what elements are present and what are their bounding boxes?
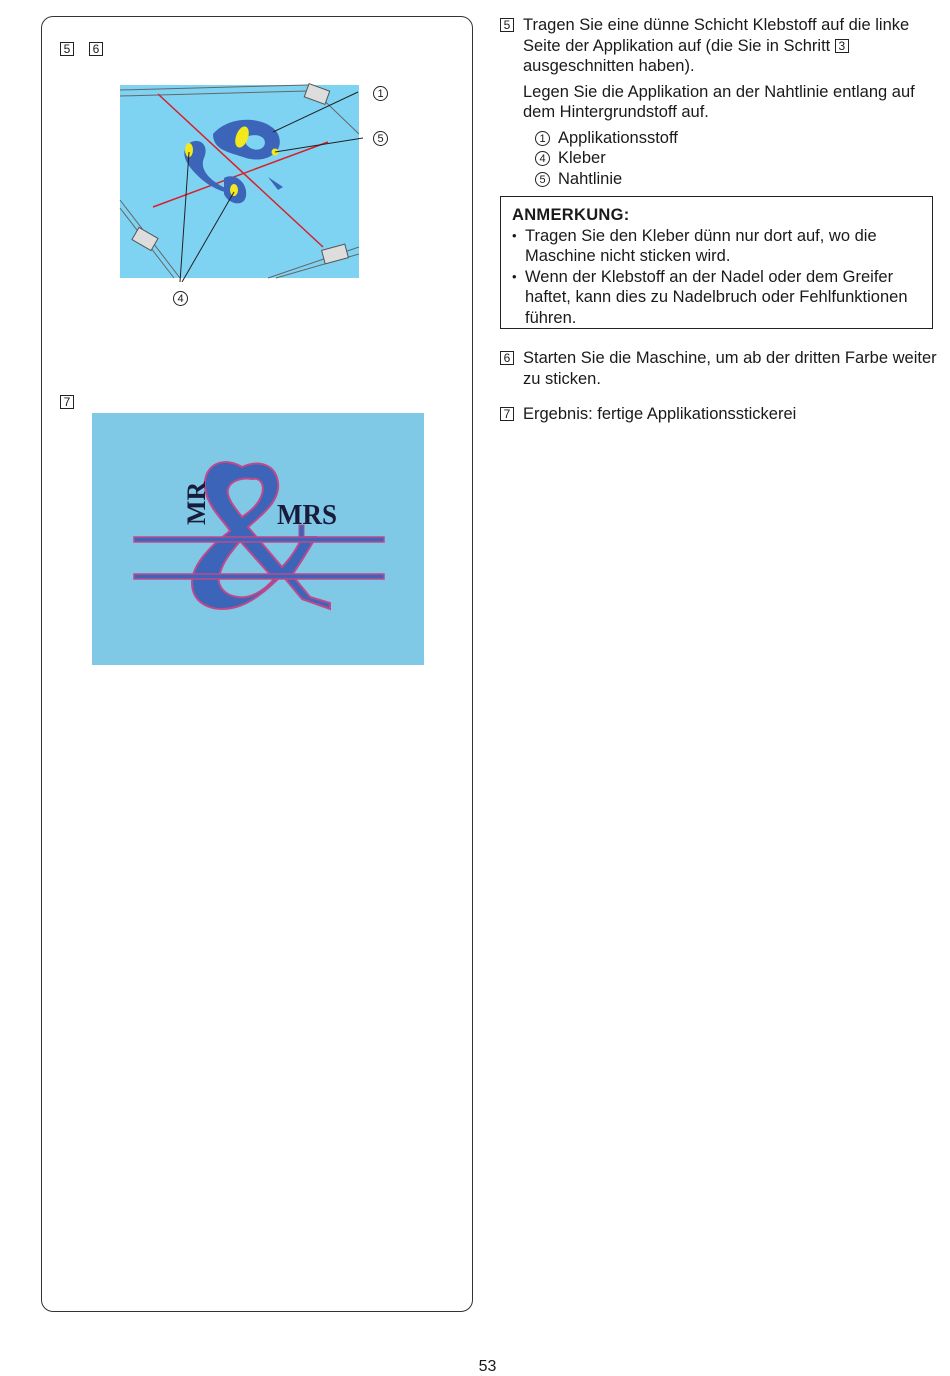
step-6-text: Starten Sie die Maschine, um ab der dritten Farbe weiter zu sticken. [523, 349, 937, 388]
step-5-number: 5 [500, 18, 514, 32]
note-title: ANMERKUNG: [512, 206, 630, 224]
finished-embroidery-photo [92, 413, 424, 665]
mrs-text: MRS [277, 500, 337, 531]
page-number: 53 [478, 1358, 497, 1375]
legend-num: 5 [535, 172, 550, 187]
note-box [500, 196, 933, 329]
step-5-text-b: Legen Sie die Applikation an der Nahtlinie entlang auf dem Hintergrundstoff auf. [523, 82, 915, 121]
legend-num: 4 [535, 151, 550, 166]
step-7 [500, 404, 940, 425]
step-label-7: 7 [60, 395, 74, 409]
legend-label: Applikationsstoff [558, 128, 678, 147]
step-6 [500, 348, 940, 389]
legend-label: Kleber [558, 149, 606, 167]
note-bullet: • Wenn der Klebstoff an der Nadel oder dem Greifer haftet, kann dies zu Nadelbruch oder Fehlfunktionen führen. [512, 267, 922, 329]
mr-text: MR [182, 481, 211, 525]
step-7-number: 7 [500, 407, 514, 421]
step-5 [500, 15, 940, 189]
callout-4: 4 [173, 291, 188, 306]
step-7-text: Ergebnis: fertige Applikationsstickerei [523, 405, 797, 423]
legend-item [535, 169, 940, 190]
step-5-legend [535, 128, 940, 190]
note-bullet: • Tragen Sie den Kleber dünn nur dort auf, wo die Maschine nicht sticken wird. [512, 226, 922, 267]
step-5-text-a2: ausgeschnitten haben). [523, 57, 695, 75]
legend-item [535, 128, 940, 149]
step-5-text-a1: Tragen Sie eine dünne Schicht Klebstoff auf die linke Seite der Applikation auf (die Sie in Schritt [523, 16, 910, 55]
step-label-6: 6 [89, 42, 103, 56]
step-ref-3: 3 [835, 39, 849, 53]
step-6-number: 6 [500, 351, 514, 365]
callout-5: 5 [373, 131, 388, 146]
callout-1: 1 [373, 86, 388, 101]
applique-hoop-figure [118, 82, 363, 282]
legend-num: 1 [535, 131, 550, 146]
ampersand-embroidery [92, 413, 424, 665]
legend-label: Nahtlinie [558, 169, 623, 188]
step-label-5: 5 [60, 42, 74, 56]
legend-item [535, 148, 940, 169]
